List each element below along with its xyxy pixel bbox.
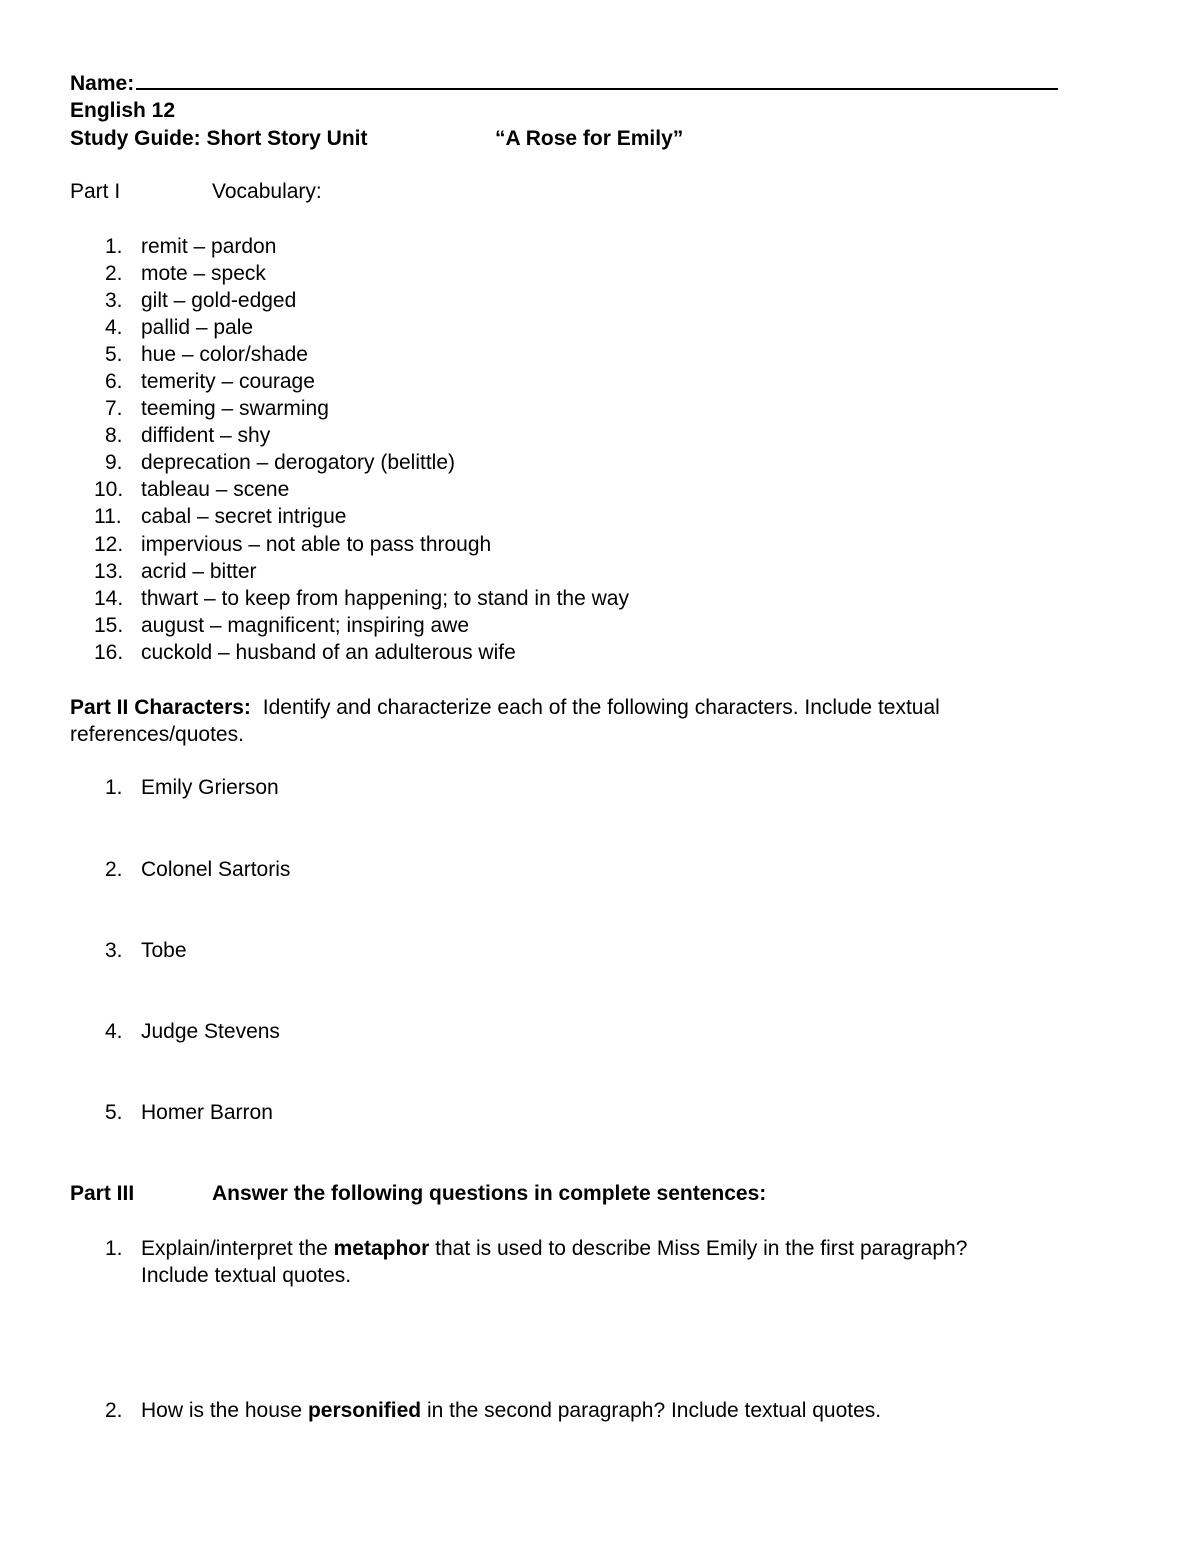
item-number: 1.	[105, 1237, 123, 1260]
item-number: 8.	[105, 424, 123, 447]
item-text: august – magnificent; inspiring awe	[141, 614, 470, 637]
question-text-post: that is used to describe Miss Emily in the first paragraph?	[429, 1237, 968, 1260]
item-number: 3.	[105, 289, 123, 312]
part3-heading: Answer the following questions in complete sentences:	[212, 1182, 767, 1205]
item-number: 3.	[105, 939, 123, 962]
question-text-line2: Include textual quotes.	[141, 1264, 352, 1287]
item-text: acrid – bitter	[141, 560, 257, 583]
item-number: 14.	[94, 587, 124, 610]
item-text: teeming – swarming	[141, 397, 329, 420]
item-text: Emily Grierson	[141, 776, 279, 799]
item-number: 1.	[105, 235, 123, 258]
question-text-pre: How is the house	[141, 1399, 308, 1422]
question-text	[141, 1237, 967, 1261]
item-text: cuckold – husband of an adulterous wife	[141, 641, 516, 664]
question-text-pre: Explain/interpret the	[141, 1237, 334, 1260]
part2-instructions-line2: references/quotes.	[70, 723, 244, 746]
item-number: 4.	[105, 1020, 123, 1043]
item-text: diffident – shy	[141, 424, 271, 447]
question-text	[141, 1399, 881, 1423]
item-number: 2.	[105, 1399, 123, 1422]
name-blank-line	[136, 74, 1058, 90]
item-text: thwart – to keep from happening; to stand in the way	[141, 587, 629, 610]
part1-heading: Vocabulary:	[212, 180, 322, 203]
item-text: deprecation – derogatory (belittle)	[141, 451, 456, 474]
part2-instructions-line1: Identify and characterize each of the following characters. Include textual	[262, 696, 940, 719]
item-text: cabal – secret intrigue	[141, 505, 347, 528]
question-keyword: personified	[307, 1399, 422, 1422]
item-number: 2.	[105, 858, 123, 881]
item-number: 13.	[94, 560, 124, 583]
item-text: tableau – scene	[141, 478, 290, 501]
item-text: impervious – not able to pass through	[141, 533, 492, 556]
story-title: “A Rose for Emily”	[495, 127, 684, 150]
item-number: 16.	[94, 641, 124, 664]
item-number: 9.	[105, 451, 123, 474]
part2-instructions	[70, 696, 940, 720]
item-number: 10.	[94, 478, 124, 501]
item-text: temerity – courage	[141, 370, 315, 393]
item-number: 5.	[105, 343, 123, 366]
part1-label: Part I	[70, 180, 121, 203]
item-text: pallid – pale	[141, 316, 254, 339]
part2-label: Part II Characters:	[70, 696, 251, 719]
item-number: 5.	[105, 1101, 123, 1124]
question-keyword: metaphor	[333, 1237, 430, 1260]
item-number: 4.	[105, 316, 123, 339]
name-field	[70, 72, 1058, 96]
item-text: Judge Stevens	[141, 1020, 280, 1043]
item-text: Homer Barron	[141, 1101, 273, 1124]
item-number: 11.	[94, 505, 122, 528]
item-text: remit – pardon	[141, 235, 277, 258]
item-number: 12.	[94, 533, 124, 556]
item-number: 1.	[105, 776, 123, 799]
item-text: Tobe	[141, 939, 187, 962]
item-text: Colonel Sartoris	[141, 858, 291, 881]
item-number: 7.	[105, 397, 123, 420]
name-label: Name:	[70, 72, 135, 95]
course-title: English 12	[70, 99, 176, 122]
item-text: mote – speck	[141, 262, 266, 285]
item-text: gilt – gold-edged	[141, 289, 297, 312]
item-number: 15.	[94, 614, 124, 637]
item-number: 6.	[105, 370, 123, 393]
question-text-post: in the second paragraph? Include textual quotes.	[421, 1399, 882, 1422]
guide-title: Study Guide: Short Story Unit	[70, 127, 368, 150]
item-text: hue – color/shade	[141, 343, 308, 366]
item-number: 2.	[105, 262, 123, 285]
part3-label: Part III	[70, 1182, 135, 1205]
